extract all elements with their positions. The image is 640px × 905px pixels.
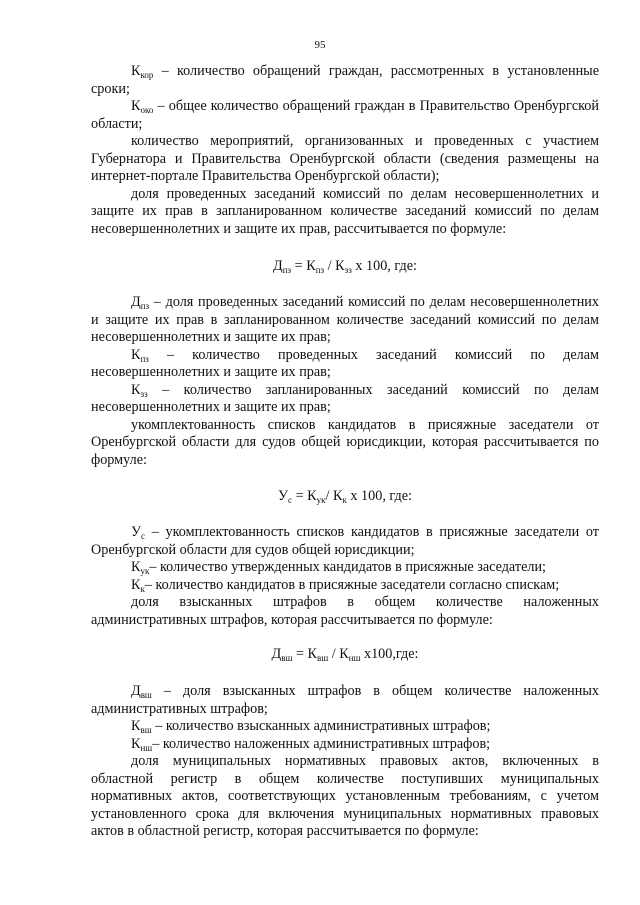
definitions-block-2 <box>91 294 599 469</box>
definitions-block-3 <box>91 524 599 629</box>
formula-fines: $Д_{вш} = К_{вш} / К_{нш}$ х100,где: <box>271 646 419 663</box>
definition-k-oko: $К_{око}$ – общее количество обращений граждан в Правительство Оренбургской области; <box>91 98 599 132</box>
definition-k-k: $К_к-$ количество кандидатов в присяжные заседатели согласно спискам; <box>131 576 560 594</box>
definition-k-kor: $К_{кор}$ – количество обращений граждан, рассмотренных в установленные сроки; <box>91 63 599 97</box>
paragraph-municipal-acts: доля муниципальных нормативных правовых актов, включенных в областной регистр в общем количестве поступивших муниципальных нормативных актов, соответствующих установленным требованиям, с учетом установленного срока для включения муниципальных нормативных правовых актов в областной регистр, которая рассчитывается по формуле: <box>91 753 599 839</box>
paragraph-fines: доля взысканных штрафов в общем количестве наложенных административных штрафов, которая рассчитывается по формуле: <box>91 594 599 628</box>
definition-d-vsh: $Д_{вш}$ – доля взысканных штрафов в общем количестве наложенных административных штрафов; <box>91 683 599 717</box>
definition-k-vsh: $К_{вш}$ – количество взысканных административных штрафов; <box>131 718 491 735</box>
definition-k-nsh: $К_{нш}-$ количество наложенных административных штрафов; <box>131 735 491 753</box>
paragraph-commissions: доля проведенных заседаний комиссий по делам несовершеннолетних и защите их прав в запланированном количестве заседаний комиссий по делам несовершеннолетних и защите их прав, рассчитывается по формуле: <box>91 185 599 237</box>
definition-k-zz: $К_{зз}$ – количество запланированных заседаний комиссий по делам несовершеннолетних и защите их прав; <box>91 381 599 415</box>
definitions-block-1 <box>91 63 599 238</box>
definitions-block-4 <box>91 683 599 841</box>
formula-jurors: $У_с = К_{ук}/$ $К_к$ х 100, где: <box>278 488 412 505</box>
paragraph-events: количество мероприятий, организованных и проведенных с участием Губернатора и Правительства Оренбургской области (сведения размещены на интернет-портале Правительства Оренбургской области); <box>91 133 599 184</box>
definition-d-pz: $Д_{пз}$ – доля проведенных заседаний комиссий по делам несовершеннолетних и защите их прав в запланированном количестве заседаний комиссий по делам несовершеннолетних и защите их прав; <box>91 294 599 345</box>
formula-commissions: $Д_{пз} = К_{пз} / К_{зз}$ х 100, где: <box>273 258 417 275</box>
definition-u-s: $У_с$ – укомплектованность списков кандидатов в присяжные заседатели от Оренбургской области для судов общей юрисдикции; <box>91 524 599 558</box>
paragraph-jurors: укомплектованность списков кандидатов в присяжные заседатели от Оренбургской области для судов общей юрисдикции, которая рассчитывается по формуле: <box>91 416 599 468</box>
definition-k-pz: $К_{пз}$ – количество проведенных заседаний комиссий по делам несовершеннолетних и защите их прав; <box>91 346 599 380</box>
definition-k-uk: $К_{ук}-$ количество утвержденных кандидатов в присяжные заседатели; <box>131 559 546 576</box>
page-number: 95 <box>314 39 326 51</box>
